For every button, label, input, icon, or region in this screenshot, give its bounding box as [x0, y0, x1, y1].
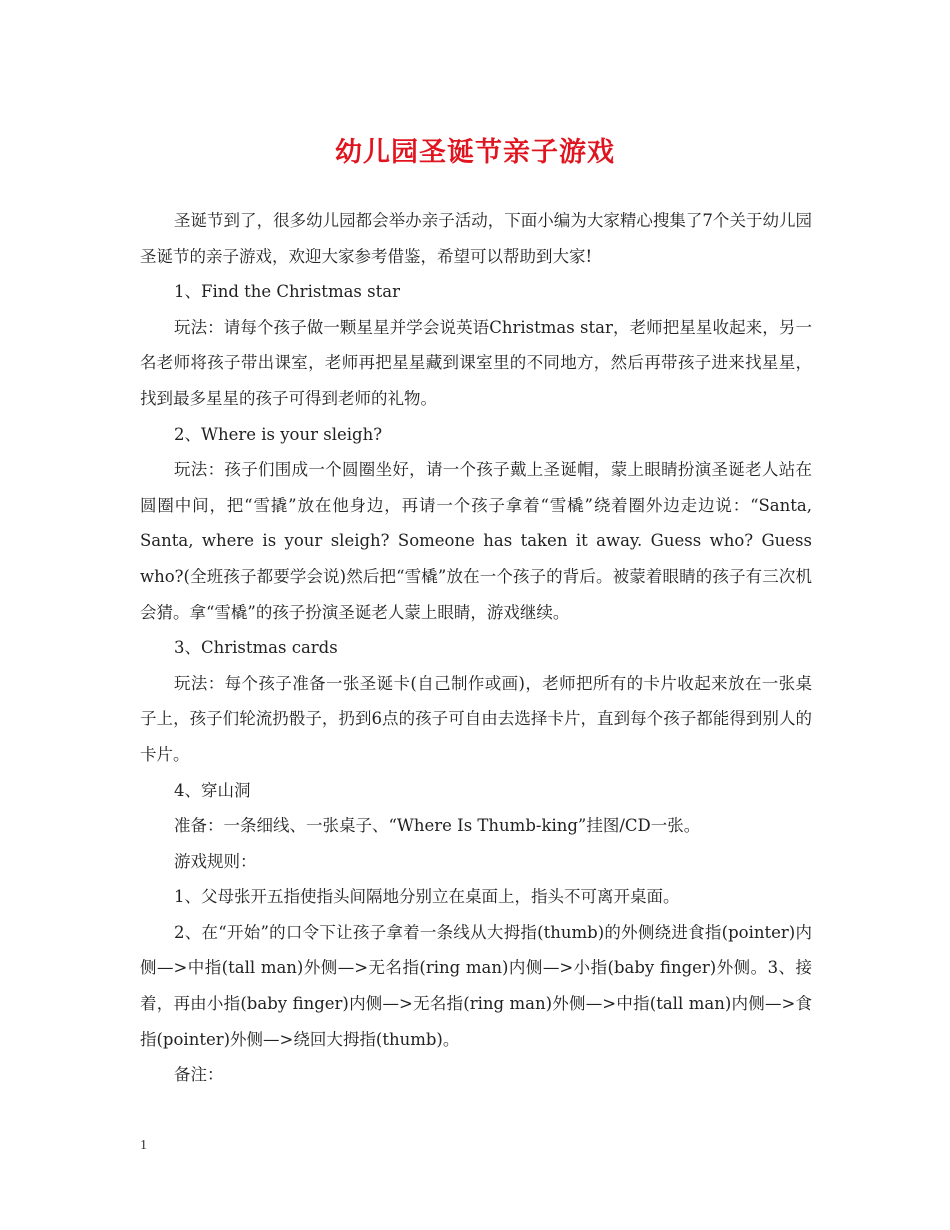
game-4-rule-1: 1、父母张开五指使指头间隔地分别立在桌面上，指头不可离开桌面。	[174, 887, 680, 907]
page-number: 1	[140, 1138, 147, 1153]
game-1-rules: 玩法：请每个孩子做一颗星星并学会说英语Christmas star，老师把星星收起来，另一名老师将孩子带出课室，老师再把星星藏到课室里的不同地方，然后再带孩子进来找星星，找到最多星星的孩子可得到老师的礼物。	[140, 317, 812, 408]
section-heading-4: 4、穿山洞	[174, 780, 251, 800]
intro-paragraph: 圣诞节到了，很多幼儿园都会举办亲子活动，下面小编为大家精心搜集了7个关于幼儿园圣诞节的亲子游戏，欢迎大家参考借鉴，希望可以帮助到大家!	[140, 211, 812, 266]
game-4-rules-heading: 游戏规则：	[174, 851, 257, 871]
game-4-rule-2: 2、在“开始”的口令下让孩子拿着一条线从大拇指(thumb)的外侧绕进食指(pointer)内侧—>中指(tall man)外侧—>无名指(ring man)内侧—>小指(baby finger)外侧。3、接着，再由小指(baby finger)内侧—>无名指(ring man)外侧—>中指(tall man)内侧—>食指(pointer)外侧—>绕回大拇指(thumb)。	[140, 922, 812, 1049]
section-heading-3: 3、Christmas cards	[174, 638, 338, 658]
game-2-rules: 玩法：孩子们围成一个圆圈坐好，请一个孩子戴上圣诞帽，蒙上眼睛扮演圣诞老人站在圆圈中间，把“雪撬”放在他身边，再请一个孩子拿着“雪橇”绕着圈外边走边说：“Santa, Santa, where is your sleigh? Someone has taken it away. Guess who? Guess who?(全班孩子都要学会说)然后把“雪橇”放在一个孩子的背后。被蒙着眼睛的孩子有三次机会猜。拿“雪橇”的孩子扮演圣诞老人蒙上眼睛，游戏继续。	[140, 460, 812, 622]
document-title: 幼儿园圣诞节亲子游戏	[335, 137, 615, 168]
game-4-preparation: 准备：一条细线、一张桌子、“Where Is Thumb-king”挂图/CD一张。	[174, 816, 701, 836]
section-heading-2: 2、Where is your sleigh?	[174, 424, 383, 444]
section-heading-1: 1、Find the Christmas star	[174, 282, 400, 302]
document-body	[140, 203, 812, 1093]
notes-heading: 备注：	[174, 1065, 224, 1085]
game-3-rules: 玩法：每个孩子准备一张圣诞卡(自己制作或画)，老师把所有的卡片收起来放在一张桌子上，孩子们轮流扔骰子，扔到6点的孩子可自由去选择卡片，直到每个孩子都能得到别人的卡片。	[140, 673, 812, 764]
